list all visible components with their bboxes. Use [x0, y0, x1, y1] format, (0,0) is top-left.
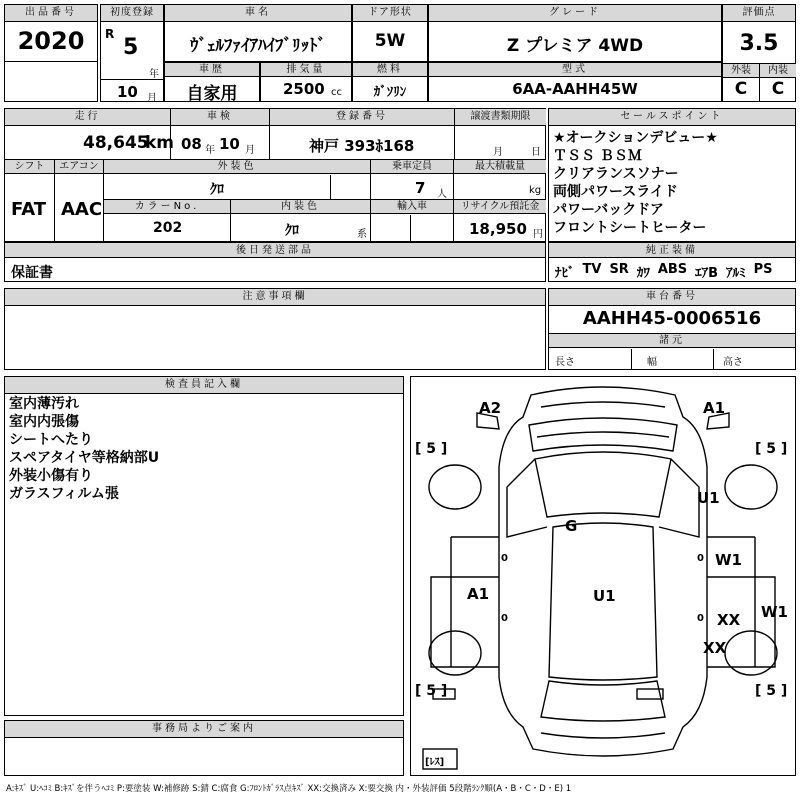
- inspector-section: [4, 376, 404, 716]
- history-label: 車歴: [165, 63, 259, 77]
- inspection-month-unit: 月: [245, 145, 255, 156]
- transfer-day-unit: 日: [531, 147, 541, 158]
- vehicle-details: [4, 108, 546, 242]
- wheel-rear-right: [725, 631, 777, 675]
- tire-bl-tread: [ 5 ]: [415, 683, 448, 699]
- fuel-label: 燃料: [353, 63, 427, 77]
- equipment-item: TV: [582, 262, 602, 277]
- inspector-note: スペアタイヤ等格納部U: [9, 450, 160, 466]
- inspector-note: ガラスフィルム張: [9, 486, 119, 502]
- reg-number: 神戸 393ﾎ168: [309, 137, 415, 155]
- mileage-label: 走行: [5, 109, 170, 126]
- office-section: [4, 720, 404, 776]
- legend: A:ｷｽﾞ U:ﾍｺﾐ B:ｷｽﾞを伴うﾍｺﾐ P:要塗装 W:補修跡 S:錆 C:腐食 G:ﾌﾛﾝﾄｶﾞﾗｽ点ｷｽﾞ XX:交換済み X:要交換 内・外装評価 5段階ﾗﾝｸ順(A・B・C・D・E) 1: [6, 784, 572, 794]
- grade-value: Z プレミア 4WD: [506, 36, 644, 56]
- history-section: [164, 62, 260, 102]
- door-value: 5W: [374, 31, 406, 51]
- inspector-note: シートへたり: [9, 432, 93, 448]
- rear-glass: [541, 681, 665, 721]
- damage-mark-w1-edge: W1: [761, 603, 788, 621]
- tire-br-tread: [ 5 ]: [755, 683, 788, 699]
- transfer-label: 譲渡書類期限: [455, 109, 546, 126]
- chassis-section: [548, 288, 796, 370]
- ac-value: AAC: [61, 199, 103, 220]
- specs-label: 諸元: [549, 334, 795, 348]
- damage-mark-w1-right: W1: [715, 551, 742, 569]
- ext-grade-label: 外装: [723, 64, 759, 78]
- small-mark-right-2: 0: [697, 613, 704, 624]
- spec-height: 高さ: [723, 357, 743, 368]
- ext-color-label: 外装色: [104, 160, 370, 174]
- shift-value: FAT: [11, 199, 47, 220]
- model-label: 型式: [429, 63, 721, 77]
- equipment-item: ｴｱB: [695, 266, 719, 281]
- displacement-section: [260, 62, 352, 102]
- small-mark-left: 0: [501, 553, 508, 564]
- wheel-front-left: [429, 465, 481, 509]
- spec-width: 幅: [647, 357, 657, 368]
- spec-length: 長さ: [555, 357, 575, 368]
- lot-number: 2020: [17, 27, 85, 55]
- era: R: [105, 27, 115, 41]
- transfer-month-unit: 月: [493, 147, 503, 158]
- office-label: 事務局よりご案内: [5, 721, 403, 738]
- sales-points-list: [553, 129, 718, 237]
- inspection-year: 08: [181, 135, 202, 153]
- wheel-rear-left: [429, 631, 481, 675]
- equipment-item: ｶﾜ: [636, 266, 650, 281]
- inspector-list: [9, 395, 159, 503]
- capacity-value: 7: [415, 179, 426, 197]
- equipment-list: [555, 262, 772, 281]
- reg-label: 登録番号: [270, 109, 454, 126]
- windshield: [535, 452, 671, 517]
- capacity-unit: 人: [437, 189, 447, 200]
- sales-points: [548, 108, 796, 242]
- ext-grade: C: [734, 79, 748, 99]
- damage-mark-u1-right: U1: [697, 489, 720, 507]
- car-diagram-svg: [411, 377, 795, 775]
- int-color-label: 内装色: [231, 200, 370, 214]
- inspector-note: 外装小傷有り: [9, 468, 93, 484]
- spare-tire: [ﾚｽ]: [425, 757, 445, 768]
- int-grade: C: [771, 79, 785, 99]
- fuel-value: ｶﾞｿﾘﾝ: [373, 85, 407, 100]
- month-unit: 月: [147, 93, 157, 104]
- color-no-label: カラーNo.: [104, 200, 230, 214]
- score-section: [722, 4, 796, 102]
- int-color-unit: 系: [357, 229, 367, 240]
- car-outline: [499, 387, 707, 756]
- model-section: [428, 62, 722, 102]
- damage-mark-g: G: [565, 517, 578, 535]
- damage-mark-xx1: XX: [717, 611, 741, 629]
- rear-bumper: [541, 733, 665, 738]
- int-color-value: ｸﾛ: [285, 223, 299, 239]
- left-pillar: [507, 459, 547, 537]
- damage-mark-a2: A2: [479, 399, 502, 417]
- displacement-value: 2500: [283, 80, 325, 98]
- equipment-item: PS: [753, 262, 773, 277]
- notes-section: [4, 288, 546, 370]
- int-grade-label: 内装: [760, 64, 796, 78]
- history-value: 自家用: [186, 84, 238, 104]
- recycle-value: 18,950: [469, 220, 527, 238]
- ac-label: エアコン: [55, 160, 103, 174]
- grade-section: [428, 4, 722, 62]
- fuel-section: [352, 62, 428, 102]
- sales-point: ＴＳＳ ＢＳＭ: [553, 148, 642, 164]
- inspector-note: 室内内張傷: [9, 414, 79, 430]
- later-parts-label: 後日発送部品: [5, 243, 545, 258]
- sales-point: フロントシートヒーター: [553, 220, 707, 236]
- inspector-note: 室内薄汚れ: [9, 396, 79, 412]
- first-registration: [100, 4, 164, 102]
- car-name-label: 車名: [165, 5, 351, 22]
- sales-points-label: セールスポイント: [549, 109, 795, 126]
- max-load-label: 最大積載量: [454, 160, 546, 174]
- reg-year: 5: [123, 35, 139, 60]
- max-load-unit: kg: [529, 185, 542, 196]
- sales-point: ★オークションデビュー★: [553, 130, 718, 146]
- score-label: 評価点: [723, 5, 795, 22]
- mileage-unit: km: [145, 133, 175, 153]
- sales-point: パワーバックドア: [553, 202, 664, 218]
- recycle-label: リサイクル預託金: [454, 200, 546, 214]
- capacity-label: 乗車定員: [371, 160, 453, 174]
- inspector-label: 検査員記入欄: [5, 377, 403, 394]
- small-mark-right: 0: [697, 553, 704, 564]
- displacement-label: 排気量: [261, 63, 351, 77]
- equipment-label: 純正装備: [549, 243, 795, 258]
- import-label: 輸入車: [371, 200, 453, 214]
- grade-label: グレード: [429, 5, 721, 22]
- shift-label: シフト: [5, 160, 54, 174]
- inspection-month: 10: [219, 135, 240, 153]
- ext-color-value: ｸﾛ: [210, 182, 224, 198]
- equipment-item: ABS: [657, 262, 688, 277]
- chassis-label: 車台番号: [549, 289, 795, 306]
- damage-mark-a1-top: A1: [703, 399, 726, 417]
- small-mark-left-2: 0: [501, 613, 508, 624]
- hood-crease: [537, 432, 669, 437]
- later-parts: [4, 242, 546, 282]
- color-no-value: 202: [153, 220, 183, 236]
- equipment: [548, 242, 796, 282]
- door-label: ドア形状: [353, 5, 427, 22]
- door-section: [352, 4, 428, 62]
- car-name: ｳﾞｪﾙﾌｧｲｱﾊｲﾌﾞﾘｯﾄﾞ: [190, 36, 326, 56]
- year-unit: 年: [149, 69, 159, 80]
- first-reg-label: 初度登録: [101, 5, 163, 22]
- reg-month: 10: [117, 83, 138, 101]
- sales-point: 両側パワースライド: [553, 184, 678, 200]
- score-value: 3.5: [739, 31, 779, 56]
- car-name-section: [164, 4, 352, 62]
- inspection-year-unit: 年: [205, 145, 215, 156]
- damage-mark-a1-left: A1: [467, 585, 490, 603]
- wheel-front-right: [725, 465, 777, 509]
- damage-mark-u1-center: U1: [593, 587, 616, 605]
- mileage-value: 48,645: [83, 133, 149, 153]
- lot-section: [4, 4, 98, 102]
- tire-tr-tread: [ 5 ]: [755, 441, 788, 457]
- notes-label: 注意事項欄: [5, 289, 545, 306]
- equipment-item: ｱﾙﾐ: [726, 266, 746, 281]
- equipment-item: ﾅﾋﾞ: [555, 266, 575, 281]
- later-parts-value: 保証書: [11, 265, 53, 281]
- damage-mark-xx2: XX: [703, 639, 727, 657]
- recycle-unit: 円: [533, 229, 543, 240]
- lot-label: 出品番号: [5, 5, 97, 22]
- tire-tl-tread: [ 5 ]: [415, 441, 448, 457]
- front-bumper: [541, 402, 665, 407]
- inspection-label: 車検: [171, 109, 269, 126]
- sales-point: クリアランスソナー: [553, 166, 679, 182]
- damage-diagram: [410, 376, 796, 776]
- equipment-item: SR: [609, 262, 629, 277]
- right-pillar: [659, 459, 699, 537]
- chassis-number: AAHH45-0006516: [582, 308, 762, 329]
- displacement-unit: cc: [331, 87, 342, 98]
- model-value: 6AA-AAHH45W: [512, 80, 638, 98]
